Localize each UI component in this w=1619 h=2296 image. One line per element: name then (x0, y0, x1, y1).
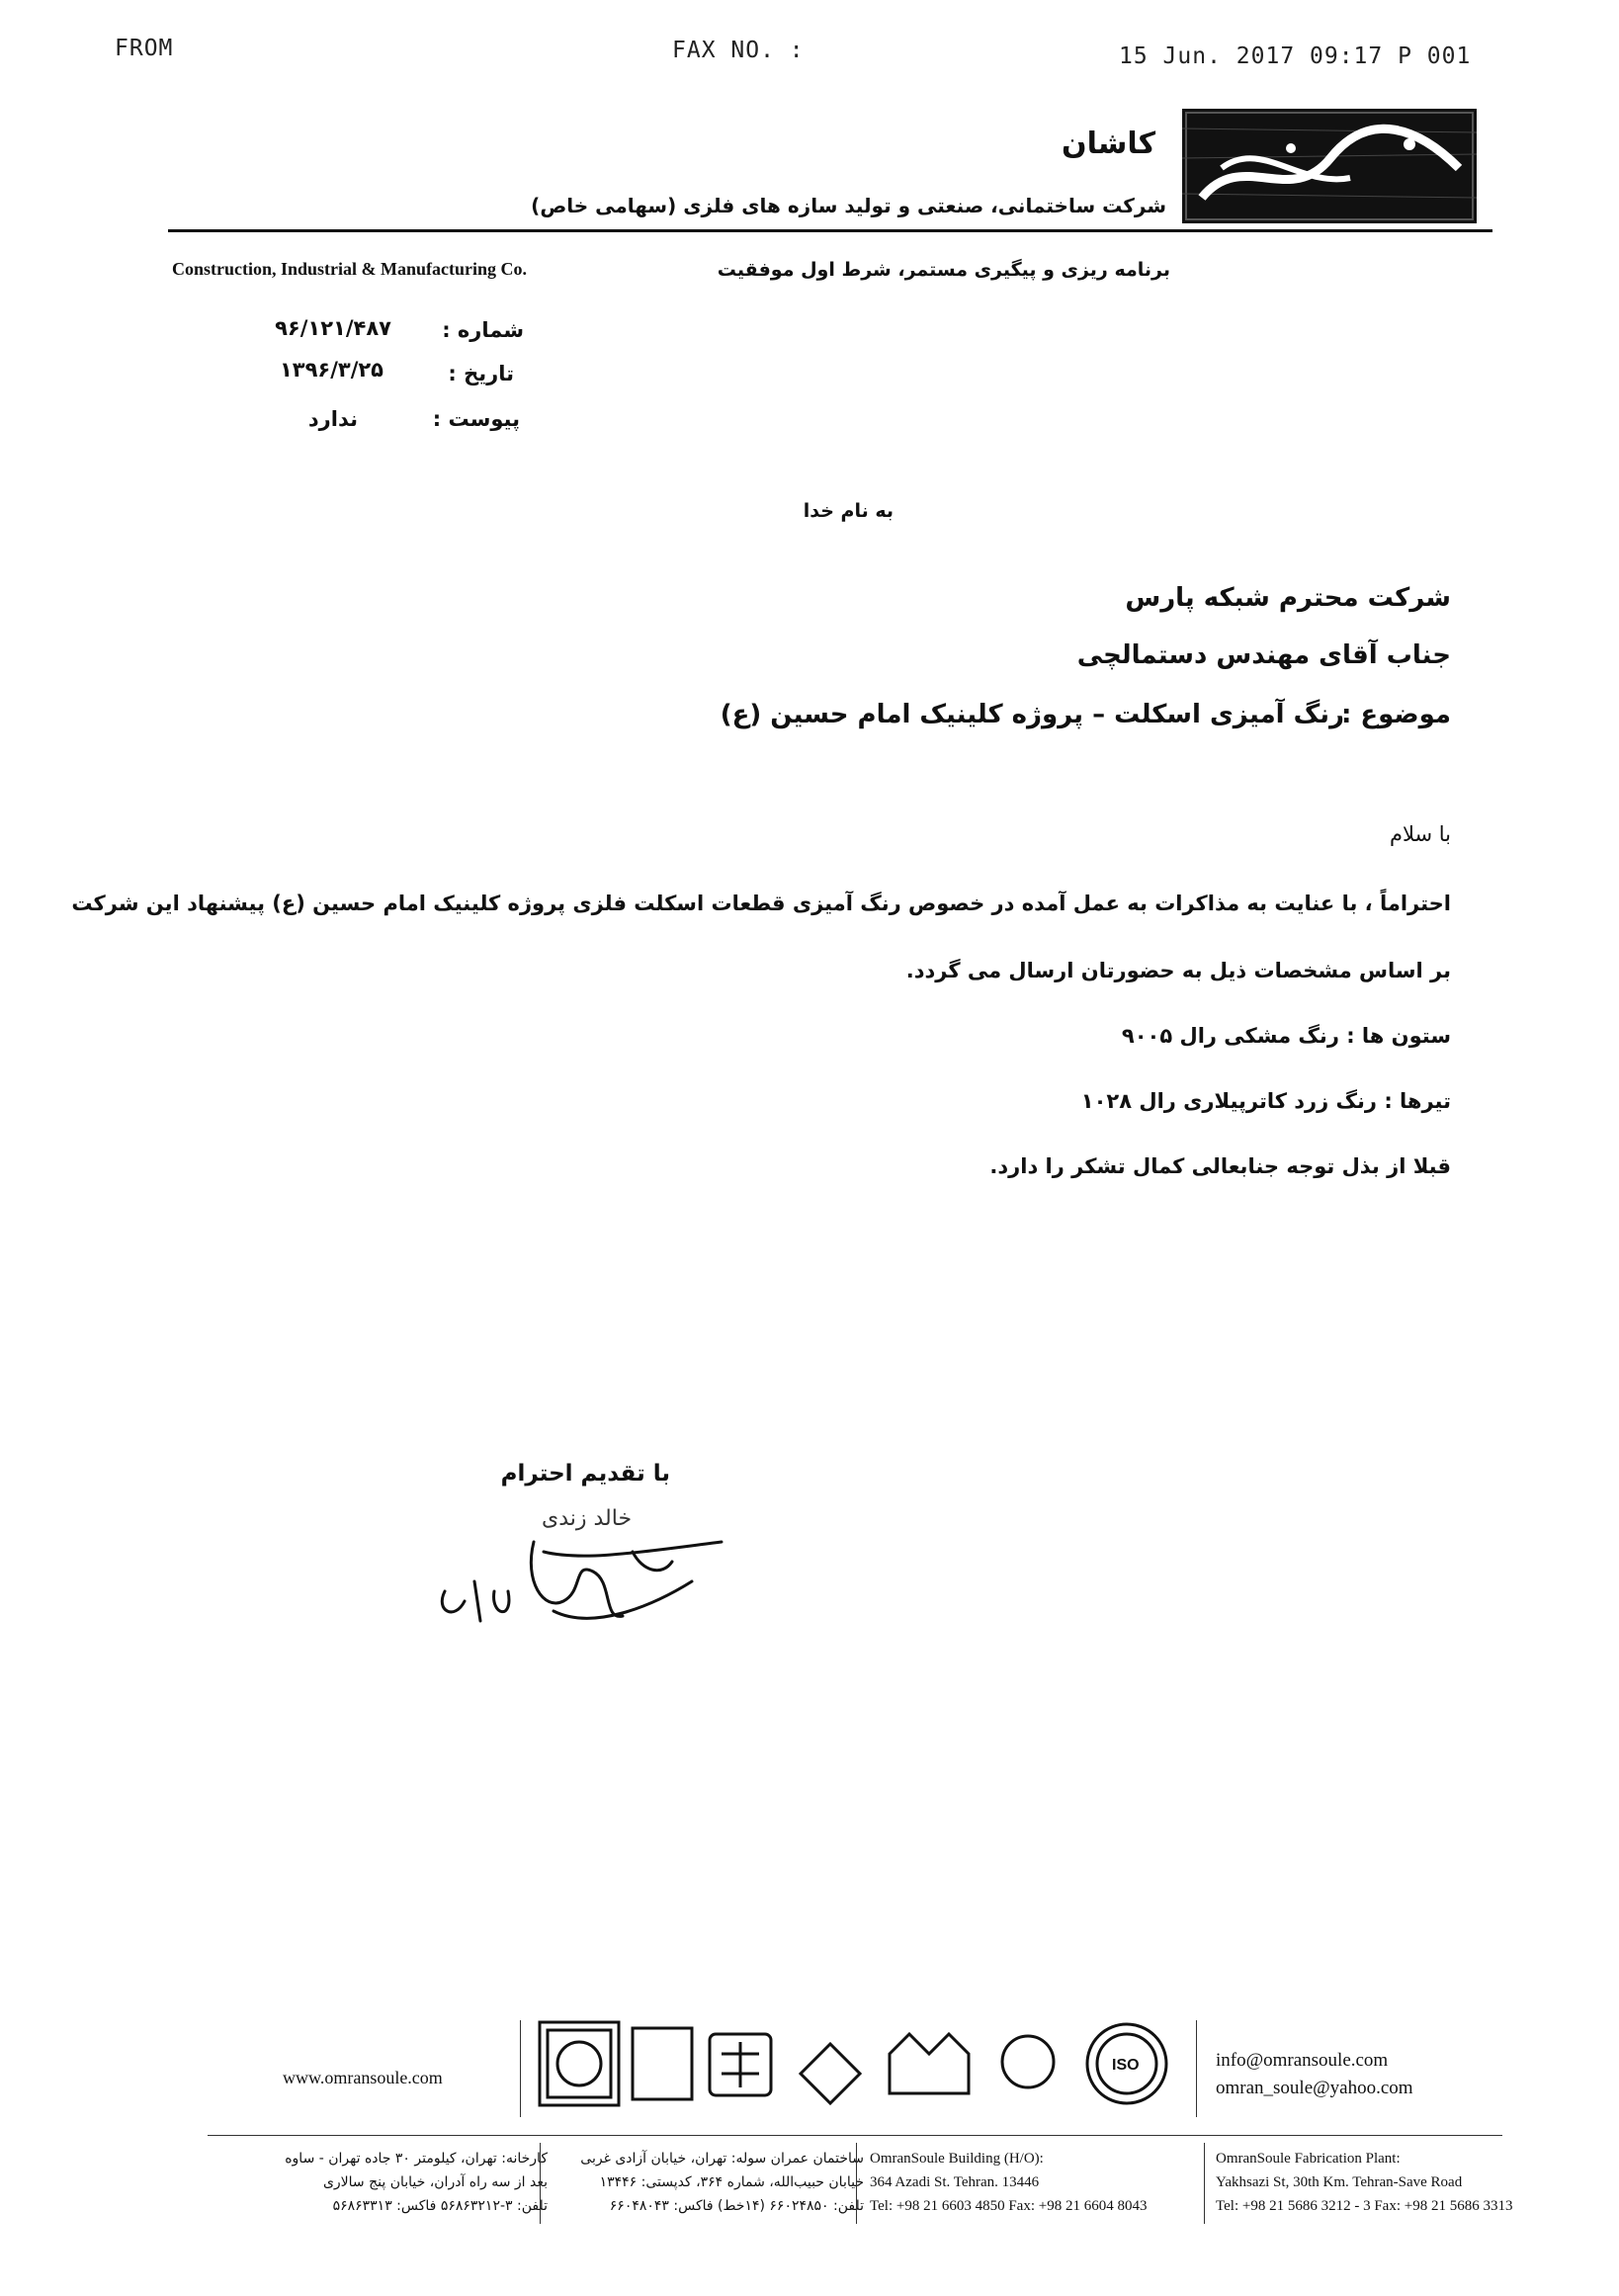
office-phone-en-line: Tel: +98 21 6603 4850 Fax: +98 21 6604 8043 (870, 2198, 1148, 2214)
company-name-english: Construction, Industrial & Manufacturing Co. (172, 259, 528, 279)
office-phone-fa-line: تلفن: ۶۶۰۲۴۸۵۰ (۱۴خط) فاکس: ۶۶۰۴۸۰۴۳ (609, 2198, 864, 2214)
footer-separator (1204, 2143, 1205, 2224)
factory-address-fa-line: بعد از سه راه آدران، خیابان پنج سالاری (322, 2174, 548, 2190)
spec-beams: تیرها : رنگ زرد کاترپیلاری رال ۱۰۲۸ (1080, 1089, 1451, 1113)
bismillah-heading: به نام خدا (803, 500, 894, 522)
footer-separator (1196, 2020, 1197, 2117)
closing-line: قبلا از بذل توجه جنابعالی کمال تشکر را دارد. (989, 1154, 1451, 1178)
svg-text:ISO: ISO (1112, 2057, 1140, 2074)
plant-address-en-line: Yakhsazi St, 30th Km. Tehran-Save Road (1216, 2174, 1463, 2190)
letterhead-city: کاشان (1062, 127, 1156, 161)
handwritten-signature (425, 1522, 741, 1651)
footer-separator (520, 2020, 521, 2117)
footer-website: www.omransoule.com (283, 2068, 443, 2087)
addressee: شرکت محترم شبکه پارس (1125, 583, 1451, 613)
spec-columns: ستون ها : رنگ مشکی رال ۹۰۰۵ (1121, 1024, 1451, 1048)
footer-divider (208, 2135, 1502, 2136)
attachment-label: پیوست : (432, 407, 520, 431)
body-paragraph-2: بر اساس مشخصات ذیل به حضورتان ارسال می گردد. (905, 959, 1451, 982)
factory-address-fa-line: کارخانه: تهران، کیلومتر ۳۰ جاده تهران - ساوه (285, 2151, 548, 2167)
footer-separator (540, 2143, 541, 2224)
fax-from-label: FROM (115, 36, 174, 61)
letterhead-divider (168, 229, 1492, 232)
factory-phone-fa-line: تلفن: ۳-۵۶۸۶۳۲۱۲ فاکس: ۵۶۸۶۳۳۱۳ (332, 2198, 548, 2214)
office-address-en-line: OmranSoule Building (H/O): (870, 2151, 1044, 2167)
subject-label: موضوع : (1340, 700, 1451, 729)
regards-line: با تقدیم احترام (500, 1461, 670, 1487)
footer-separator (856, 2143, 857, 2224)
plant-phone-en-line: Tel: +98 21 5686 3212 - 3 Fax: +98 21 5686 3313 (1216, 2198, 1513, 2214)
letter-number-value: ۹۶/۱۲۱/۴۸۷ (275, 316, 391, 340)
signer-name: خالد زندی (542, 1506, 633, 1531)
greeting: با سلام (1389, 822, 1451, 846)
body-paragraph-1: احتراماً ، با عنایت به مذاکرات به عمل آمده در خصوص رنگ آمیزی قطعات اسکلت فلزی پروژه کلینیک امام حسین (ع) پیشنهاد این شرکت (71, 892, 1451, 915)
plant-address-en-line: OmranSoule Fabrication Plant: (1216, 2151, 1401, 2167)
subject-value: رنگ آمیزی اسکلت – پروژه کلینیک امام حسین (ع) (720, 700, 1344, 729)
fax-number-label: FAX NO. : (672, 38, 805, 63)
company-motto: برنامه ریزی و پیگیری مستمر، شرط اول موفقیت (717, 259, 1170, 281)
letter-date-value: ۱۳۹۶/۳/۲۵ (279, 358, 383, 382)
company-name-persian: شرکت ساختمانی، صنعتی و تولید سازه های فلزی (سهامی خاص) (531, 194, 1166, 217)
office-address-en-line: 364 Azadi St. Tehran. 13446 (870, 2174, 1040, 2190)
footer-email: info@omransoule.com (1216, 2050, 1389, 2071)
letter-number-label: شماره : (442, 318, 524, 342)
certification-logos (534, 2014, 1186, 2113)
office-address-fa-line: ساختمان عمران سوله: تهران، خیابان آزادی غربی (580, 2151, 864, 2167)
fax-timestamp: 15 Jun. 2017 09:17 P 001 (1119, 43, 1472, 69)
company-logo (1182, 109, 1477, 223)
attention-line: جناب آقای مهندس دستمالچی (1076, 640, 1451, 670)
footer-yahoo-email: omran_soule@yahoo.com (1216, 2078, 1413, 2098)
office-address-fa-line: خیابان حبیب‌الله، شماره ۳۶۴، کدپستی: ۱۳۴۴۶ (599, 2174, 864, 2190)
attachment-value: ندارد (307, 407, 358, 431)
letter-date-label: تاریخ : (448, 362, 514, 385)
